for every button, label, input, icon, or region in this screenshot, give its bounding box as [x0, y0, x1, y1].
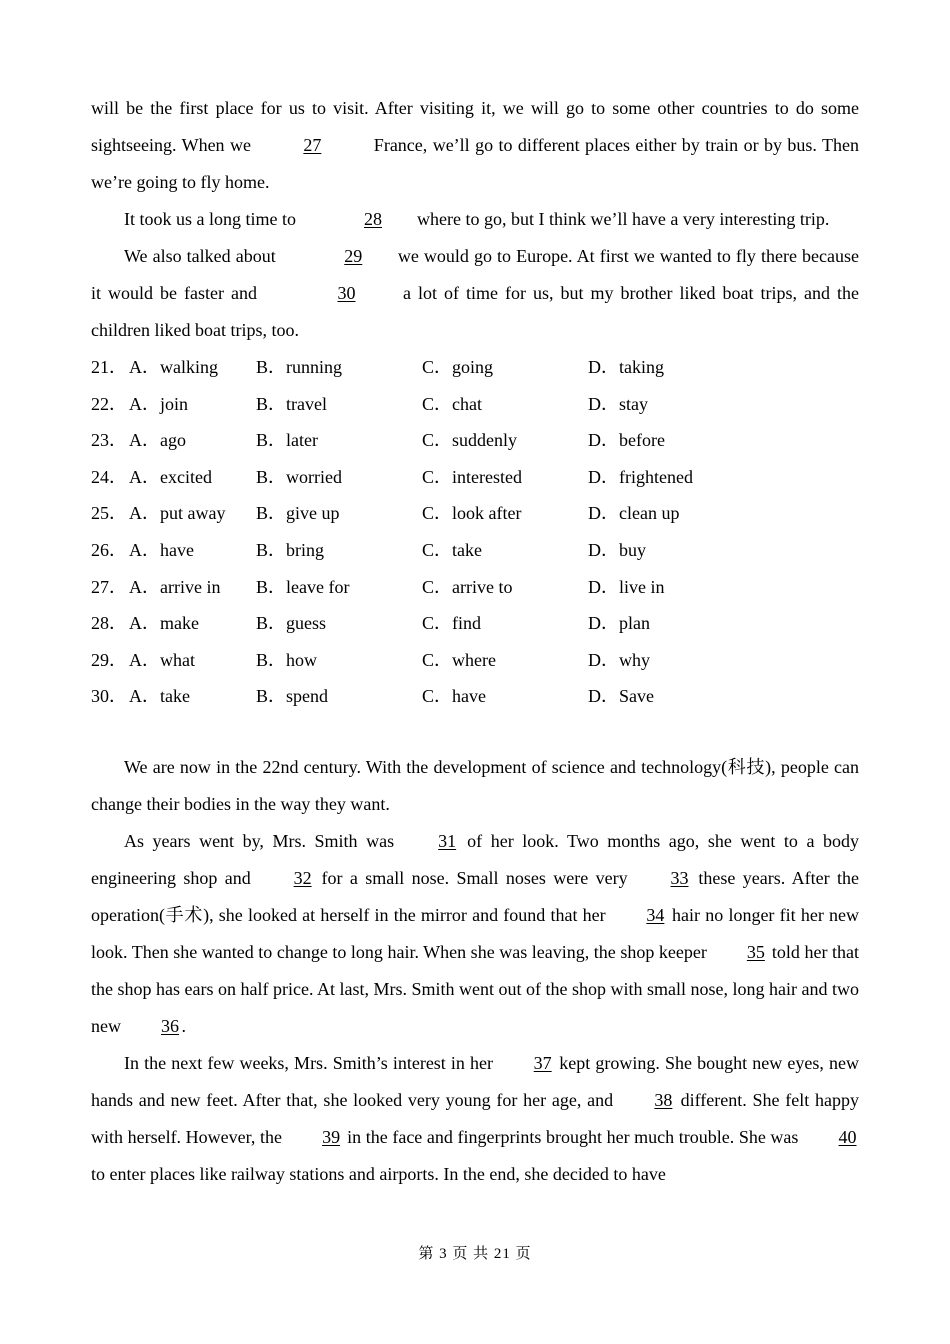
option-b: B．leave for — [256, 576, 350, 597]
option-b: B．worried — [256, 466, 342, 487]
option-c: C．where — [422, 649, 496, 670]
text-segment: We also talked about — [124, 246, 281, 266]
option-c: C．find — [422, 613, 482, 634]
option-a: A．join — [129, 393, 189, 414]
option-a: A．what — [129, 649, 195, 670]
option-c: C．have — [422, 686, 486, 707]
passage1-paragraph-3 — [91, 238, 859, 349]
question-number: 25． — [91, 503, 127, 524]
option-a: A．walking — [129, 357, 218, 377]
text-segment: of her look. Two months ago, she went to a body engineering shop and — [91, 830, 859, 888]
option-b: B．travel — [256, 393, 327, 414]
question-number: 30． — [91, 686, 127, 707]
passage1-paragraph-1 — [91, 90, 859, 201]
text-segment: these years. After the operation(手术), she looked at herself in the mirror and found that her — [91, 867, 859, 925]
question-number: 23． — [91, 430, 127, 451]
option-a: A．take — [129, 686, 190, 707]
text-segment: we would go to Europe. At first we wanted to fly there because it would be faster and — [91, 246, 859, 303]
option-d: D．before — [588, 430, 665, 451]
passage2-paragraph-3 — [91, 1045, 859, 1193]
text-segment: in the face and fingerprints brought her much trouble. She was — [342, 1126, 804, 1147]
blank-31: 31 — [438, 830, 457, 851]
text-segment: kept growing. She bought new eyes, new hands and new feet. After that, she looked very young for her age, and — [91, 1052, 859, 1110]
blank-33: 33 — [670, 867, 689, 888]
question-row — [91, 642, 859, 679]
option-d: D．clean up — [588, 503, 680, 524]
text-segment: hair no longer fit her new look. Then she wanted to change to long hair. When she was leaving, the shop keeper — [91, 904, 860, 962]
page-number-footer: 第 3 页 共 21 页 — [418, 1246, 532, 1262]
option-c: C．take — [422, 539, 482, 560]
question-row — [91, 569, 859, 606]
option-b: B．running — [256, 357, 343, 377]
blank-40: 40 — [838, 1126, 857, 1147]
text-segment: to enter places like railway stations and airports. In the end, she decided to have — [91, 1163, 666, 1184]
option-d: D．why — [588, 649, 650, 670]
option-d: D．stay — [588, 393, 648, 414]
question-options-list — [91, 349, 859, 715]
question-number: 29． — [91, 649, 127, 670]
question-row — [91, 459, 859, 496]
blank-30: 30 — [337, 283, 356, 303]
option-a: A．arrive in — [129, 576, 221, 597]
question-row — [91, 532, 859, 569]
question-row — [91, 678, 859, 715]
option-c: C．chat — [422, 393, 482, 414]
blank-38: 38 — [654, 1089, 673, 1110]
option-d: D．taking — [588, 357, 664, 377]
question-number: 24． — [91, 466, 127, 487]
option-d: D．buy — [588, 539, 646, 560]
text-segment: As years went by, Mrs. Smith was — [124, 830, 403, 851]
page-content — [91, 90, 859, 1193]
text-segment: different. She felt happy with herself. However, the — [91, 1089, 859, 1147]
option-b: B．give up — [256, 503, 340, 524]
text-segment: France, we’ll go to different places either by train or by bus. Then we’re going to fly home. — [91, 135, 859, 192]
option-a: A．excited — [129, 466, 212, 487]
option-c: C．interested — [422, 466, 522, 487]
text-segment: . — [181, 1015, 186, 1036]
option-d: D．Save — [588, 686, 654, 707]
passage1-paragraph-2 — [91, 201, 859, 238]
question-number: 22． — [91, 393, 127, 414]
text-segment: In the next few weeks, Mrs. Smith’s interest in her — [124, 1052, 499, 1073]
option-a: A．have — [129, 539, 194, 560]
option-c: C．look after — [422, 503, 522, 524]
passage2-paragraph-2 — [91, 823, 859, 1045]
section-spacer — [91, 715, 859, 749]
question-number: 26． — [91, 539, 127, 560]
text-segment: where to go, but I think we’ll have a very interesting trip. — [412, 209, 830, 229]
blank-27: 27 — [303, 135, 322, 155]
option-b: B．bring — [256, 539, 325, 560]
option-c: C．suddenly — [422, 430, 518, 451]
option-b: B．how — [256, 649, 318, 670]
option-c: C．arrive to — [422, 576, 513, 597]
question-number: 21． — [91, 357, 127, 377]
option-a: A．ago — [129, 430, 186, 451]
option-b: B．spend — [256, 686, 328, 707]
question-row — [91, 495, 859, 532]
blank-35: 35 — [746, 941, 765, 962]
text-segment: It took us a long time to — [124, 209, 301, 229]
option-c: C．going — [422, 357, 494, 377]
text-segment: for a small nose. Small noses were very — [314, 867, 636, 888]
question-row — [91, 349, 859, 386]
option-b: B．later — [256, 430, 318, 451]
text-segment: will be the first place for us to visit. After visiting it, we will go to some other countries to do some sightseeing. When we — [91, 98, 859, 155]
option-b: B．guess — [256, 613, 327, 634]
blank-37: 37 — [533, 1052, 552, 1073]
option-a: A．put away — [129, 503, 226, 524]
blank-36: 36 — [161, 1015, 179, 1036]
passage2-paragraph-1: We are now in the 22nd century. With the development of science and technology(科技), people can change their bodies in the way they want. — [91, 756, 859, 814]
question-row — [91, 605, 859, 642]
question-row — [91, 422, 859, 459]
question-number: 28． — [91, 613, 127, 634]
question-row — [91, 386, 859, 423]
option-d: D．frightened — [588, 466, 693, 487]
text-segment: told her that the shop has ears on half price. At last, Mrs. Smith went out of the shop with small nose, long hair and two new — [91, 941, 859, 1036]
option-d: D．live in — [588, 576, 665, 597]
text-segment: a lot of time for us, but my brother liked boat trips, and the children liked boat trips, too. — [91, 283, 860, 340]
blank-29: 29 — [344, 246, 363, 266]
blank-28: 28 — [363, 209, 382, 229]
blank-32: 32 — [293, 867, 312, 888]
option-a: A．make — [129, 613, 199, 634]
blank-39: 39 — [322, 1126, 341, 1147]
question-number: 27． — [91, 576, 127, 597]
option-d: D．plan — [588, 613, 650, 634]
blank-34: 34 — [646, 904, 665, 925]
